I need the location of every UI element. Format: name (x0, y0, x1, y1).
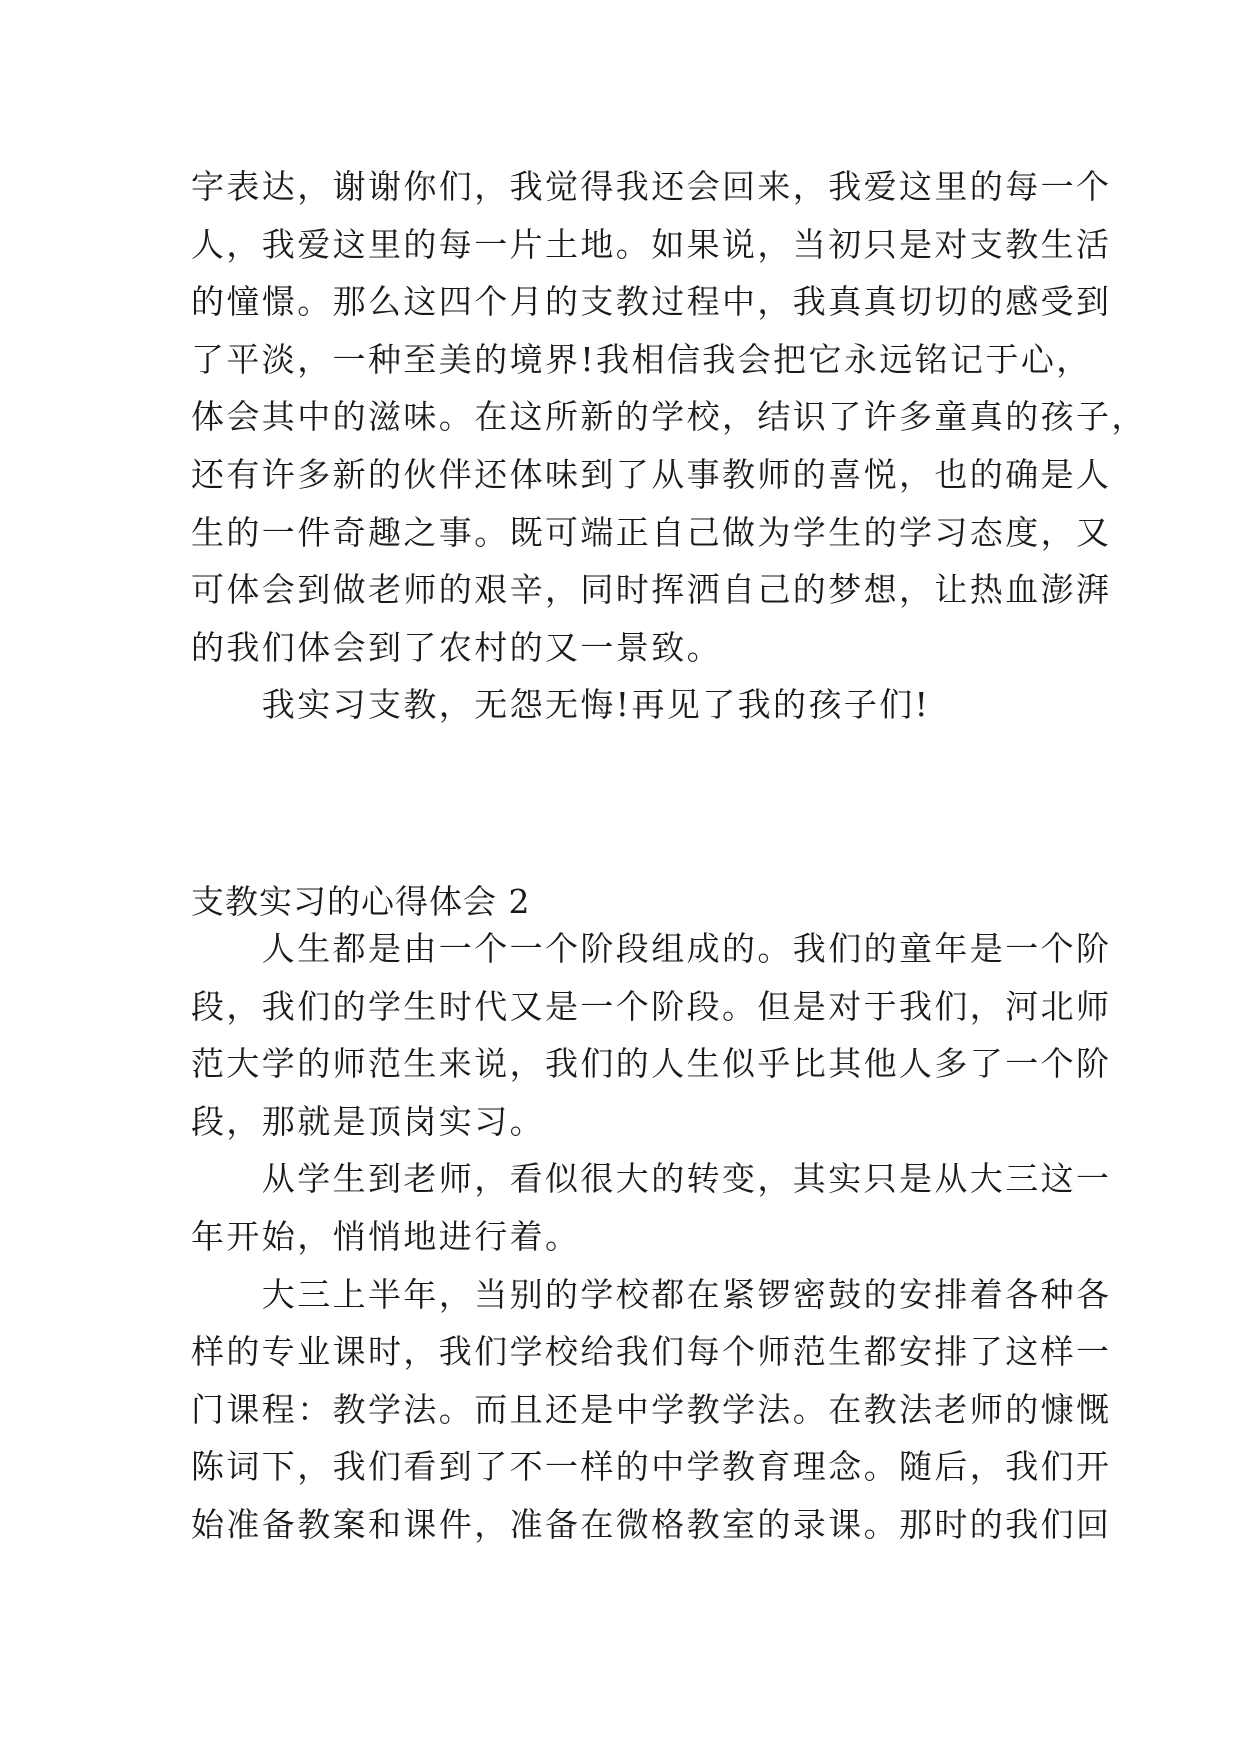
text-line: 陈词下，我们看到了不一样的中学教育理念。随后，我们开 (191, 1447, 1112, 1487)
text-line: 了平淡，一种至美的境界!我相信我会把它永远铭记于心， (191, 339, 1092, 379)
text-line: 样的专业课时，我们学校给我们每个师范生都安排了这样一 (191, 1332, 1112, 1372)
text-line: 还有许多新的伙伴还体味到了从事教师的喜悦，也的确是人 (191, 454, 1112, 494)
text-line: 体会其中的滋味。在这所新的学校，结识了许多童真的孩子， (191, 397, 1147, 437)
text-line: 人生都是由一个一个阶段组成的。我们的童年是一个阶 (191, 929, 1112, 968)
text-line: 范大学的师范生来说，我们的人生似乎比其他人多了一个阶 (191, 1044, 1112, 1084)
text-line: 段，我们的学生时代又是一个阶段。但是对于我们，河北师 (191, 986, 1112, 1026)
text-line: 可体会到做老师的艰辛，同时挥洒自己的梦想，让热血澎湃 (191, 570, 1112, 610)
text-line: 年开始，悄悄地进行着。 (191, 1216, 581, 1256)
text-line: 生的一件奇趣之事。既可端正自己做为学生的学习态度，又 (191, 512, 1112, 552)
text-line: 字表达，谢谢你们，我觉得我还会回来，我爱这里的每一个 (191, 167, 1112, 206)
text-line: 的我们体会到了农村的又一景致。 (191, 627, 722, 667)
text-line: 人，我爱这里的每一片土地。如果说，当初只是对支教生活 (191, 224, 1112, 264)
text-line: 门课程：教学法。而且还是中学教学法。在教法老师的慷慨 (191, 1389, 1112, 1429)
text-line: 从学生到老师，看似很大的转变，其实只是从大三这一 (191, 1159, 1112, 1199)
section-2-body (191, 920, 1112, 1554)
text-line: 大三上半年，当别的学校都在紧锣密鼓的安排着各种各 (191, 1274, 1112, 1314)
text-line: 我实习支教，无怨无悔!再见了我的孩子们! (191, 685, 931, 725)
section-2-heading: 支教实习的心得体会 2 (191, 882, 531, 921)
text-line: 段，那就是顶岗实习。 (191, 1101, 545, 1141)
text-line: 始准备教案和课件，准备在微格教室的录课。那时的我们回 (191, 1504, 1112, 1544)
text-line: 的憧憬。那么这四个月的支教过程中，我真真切切的感受到 (191, 282, 1112, 322)
section-1-body (191, 158, 1147, 734)
